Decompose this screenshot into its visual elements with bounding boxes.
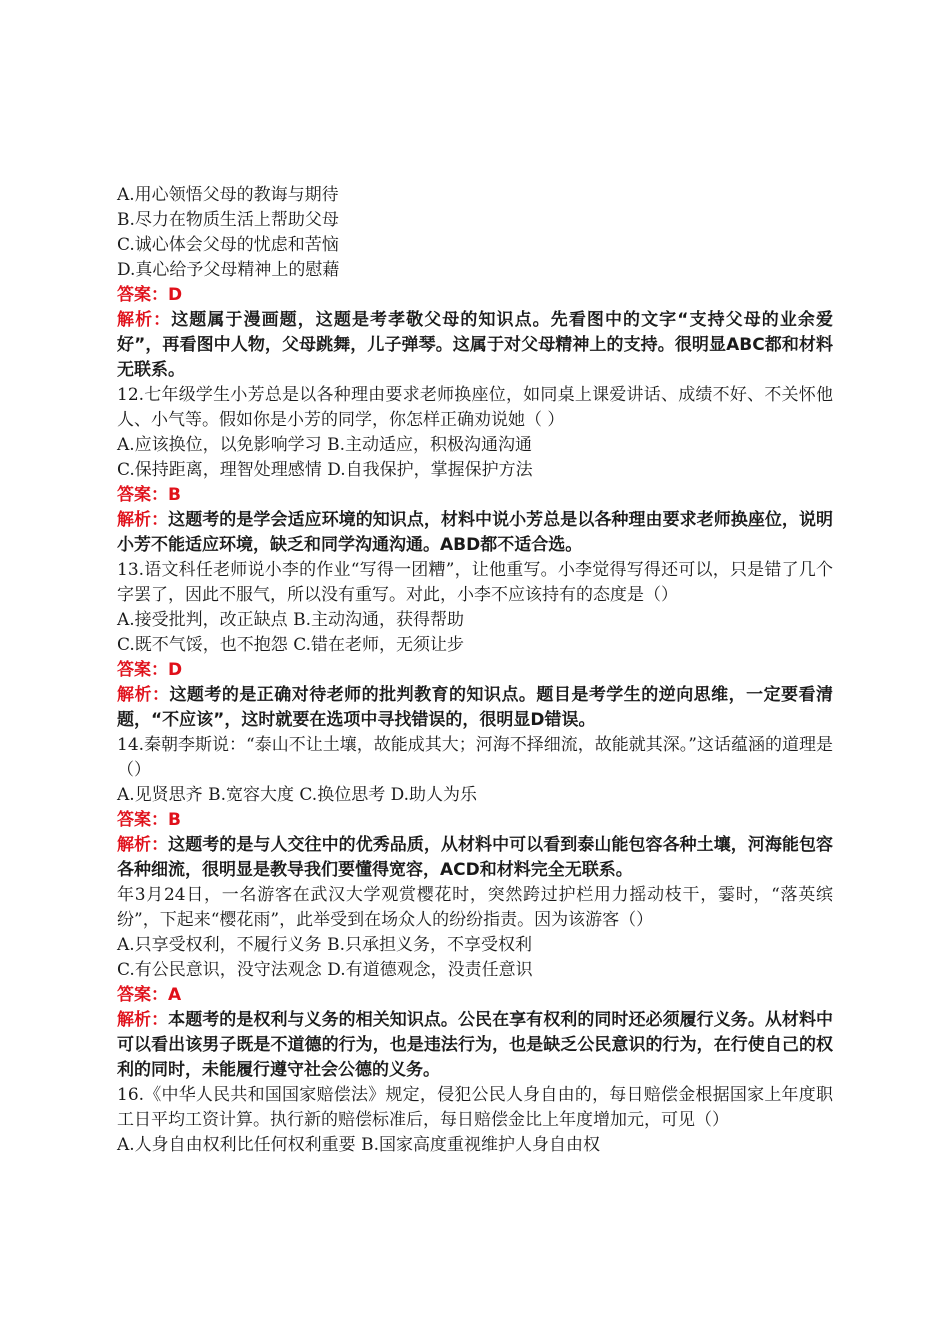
question-12 <box>117 383 833 558</box>
analysis-line <box>117 308 833 383</box>
question-stem: 12.七年级学生小芳总是以各种理由要求老师换座位，如同桌上课爱讲话、成绩不好、不关怀他人、小气等。假如你是小芳的同学，你怎样正确劝说她（ ） <box>117 385 833 430</box>
answer-value: A <box>168 985 182 1005</box>
question-15 <box>117 883 833 1083</box>
analysis-label: 解析： <box>117 685 170 705</box>
option-line: C.有公民意识，没守法观念 D.有道德观念，没责任意识 <box>117 960 533 980</box>
analysis-label: 解析： <box>117 835 169 855</box>
analysis-line <box>117 683 833 733</box>
answer-value: D <box>168 660 183 680</box>
analysis-line <box>117 508 833 558</box>
analysis-text: 这题考的是正确对待老师的批判教育的知识点。题目是考学生的逆向思维，一定要看清题，“不应该”，这时就要在选项中寻找错误的，很明显D错误。 <box>117 685 834 730</box>
answer-label: 答案： <box>117 485 168 505</box>
answer-label: 答案： <box>117 660 168 680</box>
option-line: C.诚心体会父母的忧虑和苦恼 <box>117 235 339 255</box>
option-line: C.保持距离，理智处理感情 D.自我保护，掌握保护方法 <box>117 460 533 480</box>
answer-value: B <box>168 810 181 830</box>
analysis-text: 这题考的是与人交往中的优秀品质，从材料中可以看到泰山能包容各种土壤，河海能包容各种细流，很明显是教导我们要懂得宽容，ACD和材料完全无联系。 <box>117 835 834 880</box>
option-line: B.尽力在物质生活上帮助父母 <box>117 210 339 230</box>
answer-value: B <box>168 485 181 505</box>
question-stem: 13.语文科任老师说小李的作业“写得一团糟”，让他重写。小李觉得写得还可以，只是错了几个字罢了，因此不服气，所以没有重写。对此，小李不应该持有的态度是（） <box>117 560 833 605</box>
answer-line <box>117 983 833 1008</box>
option-line: C.既不气馁，也不抱怨 C.错在老师，无须让步 <box>117 635 465 655</box>
option-line: A.应该换位，以免影响学习 B.主动适应，积极沟通沟通 <box>117 435 532 455</box>
question-13 <box>117 558 833 733</box>
answer-label: 答案： <box>117 285 168 305</box>
analysis-line <box>117 1008 833 1083</box>
answer-label: 答案： <box>117 985 168 1005</box>
answer-line <box>117 658 833 683</box>
analysis-label: 解析： <box>117 1010 169 1030</box>
option-line: A.人身自由权利比任何权利重要 B.国家高度重视维护人身自由权 <box>117 1135 600 1155</box>
answer-label: 答案： <box>117 810 168 830</box>
analysis-label: 解析： <box>117 510 169 530</box>
question-14 <box>117 733 833 883</box>
document-page <box>117 183 833 1158</box>
analysis-text: 这题考的是学会适应环境的知识点，材料中说小芳总是以各种理由要求老师换座位，说明小芳不能适应环境，缺乏和同学沟通沟通。ABD都不适合选。 <box>117 510 834 555</box>
analysis-text: 本题考的是权利与义务的相关知识点。公民在享有权利的同时还必须履行义务。从材料中可以看出该男子既是不道德的行为，也是违法行为，也是缺乏公民意识的行为，在行使自己的权利的同时，未能履行遵守社会公德的义务。 <box>117 1010 834 1080</box>
analysis-line <box>117 833 833 883</box>
answer-line <box>117 483 833 508</box>
analysis-label: 解析： <box>117 310 172 330</box>
question-stem: 16.《中华人民共和国国家赔偿法》规定，侵犯公民人身自由的，每日赔偿金根据国家上年度职工日平均工资计算。执行新的赔偿标准后，每日赔偿金比上年度增加元，可见（） <box>117 1085 833 1130</box>
question-16 <box>117 1083 833 1158</box>
option-line: A.用心领悟父母的教诲与期待 <box>117 185 339 205</box>
question-stem: 年3月24日，一名游客在武汉大学观赏樱花时，突然跨过护栏用力摇动枝干，霎时，“落英缤纷”，下起来“樱花雨”，此举受到在场众人的纷纷指责。因为该游客（） <box>117 885 833 930</box>
analysis-text: 这题属于漫画题，这题是考孝敬父母的知识点。先看图中的文字“支持父母的业余爱好”，再看图中人物，父母跳舞，儿子弹琴。这属于对父母精神上的支持。很明显ABC都和材料无联系。 <box>117 310 834 380</box>
option-line: A.只享受权利，不履行义务 B.只承担义务，不享受权利 <box>117 935 532 955</box>
option-line: A.接受批判，改正缺点 B.主动沟通，获得帮助 <box>117 610 464 630</box>
answer-line <box>117 283 833 308</box>
answer-value: D <box>168 285 183 305</box>
answer-line <box>117 808 833 833</box>
question-stem: 14.秦朝李斯说：“泰山不让土壤，故能成其大；河海不择细流，故能就其深。”这话蕴涵的道理是（） <box>117 735 833 780</box>
question-11 <box>117 183 833 383</box>
option-line: A.见贤思齐 B.宽容大度 C.换位思考 D.助人为乐 <box>117 785 478 805</box>
option-line: D.真心给予父母精神上的慰藉 <box>117 260 340 280</box>
